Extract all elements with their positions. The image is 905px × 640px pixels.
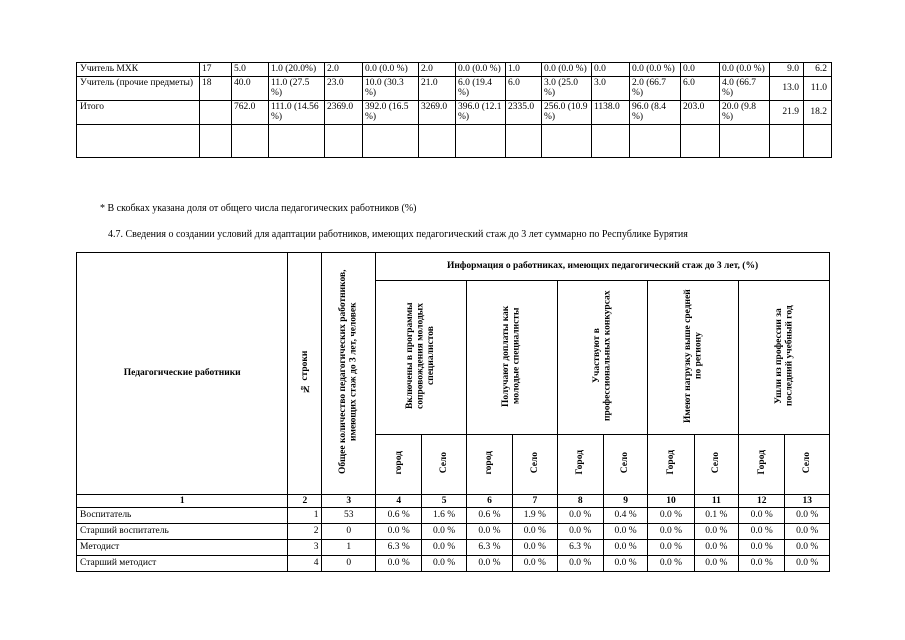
table-cell: 2.0	[419, 63, 456, 77]
row-name: Старший воспитатель	[77, 524, 288, 540]
table-cell: 3.0	[592, 76, 630, 100]
header-sub: город	[466, 435, 512, 495]
row-name: Воспитатель	[77, 508, 288, 524]
table-cell: 6.3 %	[557, 540, 603, 556]
table-cell: 11.0 (27.5 %)	[269, 76, 325, 100]
table-cell: 0.0 %	[513, 556, 557, 572]
row-number: 2	[288, 524, 322, 540]
header-number: 7	[513, 495, 557, 508]
header-group-title: Информация о работниках, имеющих педагогический стаж до 3 лет, (%)	[376, 253, 830, 281]
table-cell: 0.0 %	[648, 556, 694, 572]
table-cell: 1.6 %	[422, 508, 466, 524]
header-group-4: Имеют нагрузку выше средней по региону	[648, 281, 739, 435]
table-cell: 3.0 (25.0 %)	[542, 76, 592, 100]
table-cell: 0.0 %	[694, 524, 738, 540]
table-cell: 0.6 %	[466, 508, 512, 524]
header-number: 12	[739, 495, 785, 508]
table-cell: 2369.0	[325, 100, 363, 124]
table-row	[77, 508, 830, 524]
table-cell: 396.0 (12.1 %)	[456, 100, 506, 124]
table-cell: 0.0 %	[422, 524, 466, 540]
row-total: 0	[322, 556, 376, 572]
table-cell: 21.9	[770, 100, 804, 124]
table-cell: 17	[200, 63, 232, 77]
header-number: 9	[603, 495, 647, 508]
table-cell: 0.0 %	[739, 524, 785, 540]
top-table	[76, 62, 832, 158]
header-sub: Село	[422, 435, 466, 495]
table-row	[77, 124, 832, 157]
table-cell	[200, 100, 232, 124]
table-cell: 9.0	[770, 63, 804, 77]
table-cell: 0.4 %	[603, 508, 647, 524]
table-cell: 13.0	[770, 76, 804, 100]
table-cell: 0.0	[681, 63, 720, 77]
header-number: 3	[322, 495, 376, 508]
table-cell: 6.0	[681, 76, 720, 100]
section-title: 4.7. Сведения о создании условий для адаптации работников, имеющих педагогический стаж до 3 лет суммарно по Республике Бурятия	[108, 229, 688, 240]
table-row	[77, 63, 832, 77]
header-number: 5	[422, 495, 466, 508]
row-total: 0	[322, 524, 376, 540]
header-number: 6	[466, 495, 512, 508]
table-cell: 6.2	[804, 63, 832, 77]
row-name: Методист	[77, 540, 288, 556]
table-cell: 392.0 (16.5 %)	[363, 100, 419, 124]
table-cell: 11.0	[804, 76, 832, 100]
table-cell: 4.0 (66.7 %)	[720, 76, 770, 100]
header-sub: город	[376, 435, 422, 495]
table-cell: 0.0 %	[785, 556, 830, 572]
table-cell: 256.0 (10.9 %)	[542, 100, 592, 124]
table-cell: 0.0 (0.0 %)	[630, 63, 681, 77]
table-row	[77, 556, 830, 572]
table-cell: 0.0 %	[376, 524, 422, 540]
table-cell: 5.0	[232, 63, 269, 77]
table-cell: 21.0	[419, 76, 456, 100]
row-number: 1	[288, 508, 322, 524]
row-name: Учитель МХК	[77, 63, 200, 77]
table-cell: 0.0 %	[694, 540, 738, 556]
table-cell: 0.0 %	[513, 540, 557, 556]
table-cell: 20.0 (9.8 %)	[720, 100, 770, 124]
header-row-no: № строки	[288, 253, 322, 495]
table-cell: 0.0 %	[466, 524, 512, 540]
table-cell: 0.0 %	[557, 556, 603, 572]
header-number: 2	[288, 495, 322, 508]
table-cell: 0.0 %	[422, 556, 466, 572]
table-cell: 6.3 %	[466, 540, 512, 556]
header-total: Общее количество педагогических работников, имеющих стаж до 3 лет, человек	[322, 253, 376, 495]
table-cell: 1.0	[506, 63, 542, 77]
header-number: 10	[648, 495, 694, 508]
table-cell: 18	[200, 76, 232, 100]
table-cell: 3269.0	[419, 100, 456, 124]
table-cell: 0.0 (0.0 %)	[542, 63, 592, 77]
header-number: 4	[376, 495, 422, 508]
row-number: 3	[288, 540, 322, 556]
table-row	[77, 540, 830, 556]
table-row	[77, 524, 830, 540]
table-row	[77, 76, 832, 100]
table-cell: 1.9 %	[513, 508, 557, 524]
table-cell: 0.0 %	[739, 556, 785, 572]
row-name: Учитель (прочие предметы)	[77, 76, 200, 100]
table-cell: 0.0 %	[785, 508, 830, 524]
table-cell: 0.0 %	[376, 556, 422, 572]
table-cell: 0.0 %	[648, 524, 694, 540]
table-cell: 1138.0	[592, 100, 630, 124]
table-cell: 0.0 %	[739, 540, 785, 556]
table-cell: 762.0	[232, 100, 269, 124]
table-cell: 0.0 %	[603, 524, 647, 540]
table-cell: 6.0 (19.4 %)	[456, 76, 506, 100]
row-number: 4	[288, 556, 322, 572]
table-cell: 0.0 %	[603, 556, 647, 572]
table-cell: 23.0	[325, 76, 363, 100]
table-cell: 0.0 %	[557, 508, 603, 524]
table-cell: 96.0 (8.4 %)	[630, 100, 681, 124]
table-cell: 10.0 (30.3 %)	[363, 76, 419, 100]
table-cell: 0.0	[592, 63, 630, 77]
table-cell: 0.0 %	[557, 524, 603, 540]
header-number: 8	[557, 495, 603, 508]
table-cell: 0.0 %	[466, 556, 512, 572]
footnote: * В скобках указана доля от общего числа педагогических работников (%)	[100, 203, 417, 214]
table-cell: 0.6 %	[376, 508, 422, 524]
header-sub: Село	[694, 435, 738, 495]
header-group-3: Участвуют в профессиональных конкурсах	[557, 281, 648, 435]
table-cell: 2335.0	[506, 100, 542, 124]
table-cell: 0.0 %	[785, 540, 830, 556]
header-group-1: Включены в программы сопровождения молодых специалистов	[376, 281, 467, 435]
table-cell: 6.3 %	[376, 540, 422, 556]
table-cell: 18.2	[804, 100, 832, 124]
table-cell: 2.0	[325, 63, 363, 77]
header-sub: Село	[785, 435, 830, 495]
table-cell: 0.0 (0.0 %)	[720, 63, 770, 77]
table-cell: 0.0 (0.0 %)	[456, 63, 506, 77]
table-row	[77, 100, 832, 124]
table-cell: 203.0	[681, 100, 720, 124]
header-number: 13	[785, 495, 830, 508]
header-workers: Педагогические работники	[77, 253, 288, 495]
row-name: Итого	[77, 100, 200, 124]
header-sub: Село	[603, 435, 647, 495]
table-cell: 2.0 (66.7 %)	[630, 76, 681, 100]
table-cell: 40.0	[232, 76, 269, 100]
header-sub: Село	[513, 435, 557, 495]
table-cell: 1.0 (20.0%)	[269, 63, 325, 77]
header-number: 11	[694, 495, 738, 508]
header-sub: Город	[557, 435, 603, 495]
table-cell: 0.0 %	[422, 540, 466, 556]
table-cell: 0.0 %	[603, 540, 647, 556]
table-cell: 111.0 (14.56 %)	[269, 100, 325, 124]
row-total: 1	[322, 540, 376, 556]
row-total: 53	[322, 508, 376, 524]
row-name: Старший методист	[77, 556, 288, 572]
header-group-5: Ушли из профессии за последний учебный год	[739, 281, 830, 435]
table-cell: 0.0 %	[648, 508, 694, 524]
table-cell: 0.0 (0.0 %)	[363, 63, 419, 77]
header-group-2: Получают доплаты как молодые специалисты	[466, 281, 557, 435]
header-sub: Город	[739, 435, 785, 495]
table-cell: 0.0 %	[694, 556, 738, 572]
header-number: 1	[77, 495, 288, 508]
table-cell: 0.0 %	[739, 508, 785, 524]
table-cell: 0.0 %	[648, 540, 694, 556]
table-cell: 0.1 %	[694, 508, 738, 524]
adaptation-table	[76, 252, 830, 572]
table-cell: 0.0 %	[785, 524, 830, 540]
table-cell: 6.0	[506, 76, 542, 100]
header-sub: Город	[648, 435, 694, 495]
table-cell: 0.0 %	[513, 524, 557, 540]
